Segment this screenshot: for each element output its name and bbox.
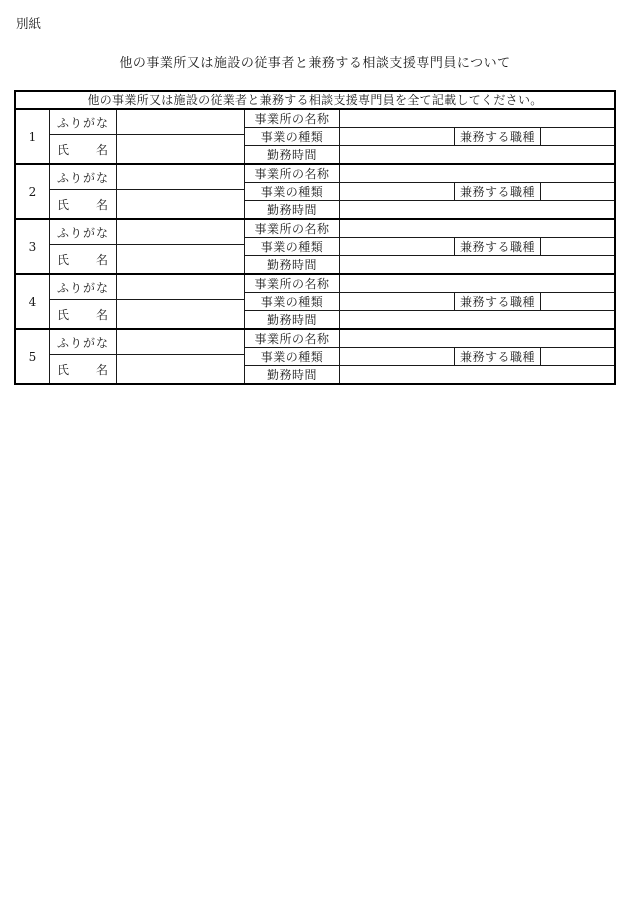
business-type-input[interactable] (340, 183, 455, 200)
concurrent-job-input[interactable] (541, 293, 614, 310)
office-name-label: 事業所の名称 (245, 165, 340, 182)
working-hours-input[interactable] (340, 256, 614, 273)
business-type-label: 事業の種類 (245, 293, 340, 310)
name-label: 氏 名 (50, 190, 117, 218)
row-number: 2 (16, 165, 50, 218)
furigana-label: ふりがな (50, 110, 117, 134)
name-label: 氏 名 (50, 245, 117, 273)
name-input[interactable] (117, 355, 244, 383)
concurrent-job-label: 兼務する職種 (455, 238, 541, 255)
furigana-label: ふりがな (50, 220, 117, 244)
person-name-section (50, 275, 244, 328)
working-hours-input[interactable] (340, 146, 614, 163)
business-type-input[interactable] (340, 238, 455, 255)
furigana-input[interactable] (117, 275, 244, 299)
office-details-section (244, 110, 614, 163)
working-hours-input[interactable] (340, 366, 614, 383)
row-number: 4 (16, 275, 50, 328)
office-name-input[interactable] (340, 110, 614, 127)
furigana-input[interactable] (117, 165, 244, 189)
concurrent-job-label: 兼務する職種 (455, 293, 541, 310)
person-name-section (50, 330, 244, 383)
office-name-input[interactable] (340, 330, 614, 347)
office-name-label: 事業所の名称 (245, 330, 340, 347)
person-name-section (50, 220, 244, 273)
working-hours-input[interactable] (340, 311, 614, 328)
working-hours-label: 勤務時間 (245, 256, 340, 273)
document-title: 他の事業所又は施設の従事者と兼務する相談支援専門員について (119, 56, 511, 71)
business-type-input[interactable] (340, 128, 455, 145)
concurrent-job-label: 兼務する職種 (455, 183, 541, 200)
row-number: 3 (16, 220, 50, 273)
name-label: 氏 名 (50, 135, 117, 163)
furigana-label: ふりがな (50, 165, 117, 189)
office-details-section (244, 165, 614, 218)
name-input[interactable] (117, 245, 244, 273)
furigana-input[interactable] (117, 220, 244, 244)
working-hours-input[interactable] (340, 201, 614, 218)
office-details-section (244, 330, 614, 383)
concurrent-job-input[interactable] (541, 183, 614, 200)
attachment-label: 別紙 (16, 16, 42, 31)
table-row (16, 163, 614, 218)
name-input[interactable] (117, 300, 244, 328)
concurrent-staff-table (14, 90, 616, 385)
business-type-label: 事業の種類 (245, 183, 340, 200)
furigana-input[interactable] (117, 110, 244, 134)
table-row (16, 110, 614, 163)
working-hours-label: 勤務時間 (245, 146, 340, 163)
working-hours-label: 勤務時間 (245, 311, 340, 328)
office-name-input[interactable] (340, 165, 614, 182)
office-name-label: 事業所の名称 (245, 275, 340, 292)
row-number: 5 (16, 330, 50, 383)
office-name-input[interactable] (340, 220, 614, 237)
table-row (16, 218, 614, 273)
business-type-label: 事業の種類 (245, 238, 340, 255)
working-hours-label: 勤務時間 (245, 201, 340, 218)
office-name-label: 事業所の名称 (245, 110, 340, 127)
office-details-section (244, 275, 614, 328)
row-number: 1 (16, 110, 50, 163)
office-details-section (244, 220, 614, 273)
person-name-section (50, 165, 244, 218)
table-body (16, 110, 614, 383)
name-input[interactable] (117, 190, 244, 218)
name-label: 氏 名 (50, 300, 117, 328)
business-type-label: 事業の種類 (245, 348, 340, 365)
furigana-label: ふりがな (50, 275, 117, 299)
office-name-input[interactable] (340, 275, 614, 292)
working-hours-label: 勤務時間 (245, 366, 340, 383)
office-name-label: 事業所の名称 (245, 220, 340, 237)
person-name-section (50, 110, 244, 163)
furigana-label: ふりがな (50, 330, 117, 354)
business-type-input[interactable] (340, 293, 455, 310)
concurrent-job-label: 兼務する職種 (455, 348, 541, 365)
business-type-input[interactable] (340, 348, 455, 365)
furigana-input[interactable] (117, 330, 244, 354)
concurrent-job-label: 兼務する職種 (455, 128, 541, 145)
concurrent-job-input[interactable] (541, 128, 614, 145)
concurrent-job-input[interactable] (541, 348, 614, 365)
table-row (16, 328, 614, 383)
business-type-label: 事業の種類 (245, 128, 340, 145)
name-label: 氏 名 (50, 355, 117, 383)
table-instruction-header: 他の事業所又は施設の従業者と兼務する相談支援専門員を全て記載してください。 (16, 92, 614, 110)
concurrent-job-input[interactable] (541, 238, 614, 255)
table-row (16, 273, 614, 328)
name-input[interactable] (117, 135, 244, 163)
